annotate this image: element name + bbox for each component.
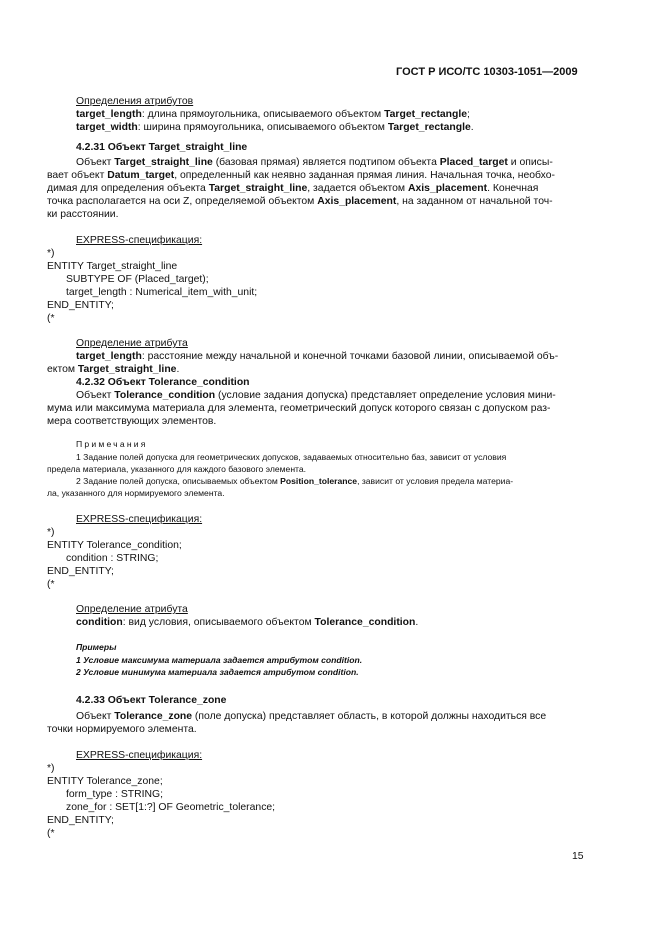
code-line: (* bbox=[47, 579, 55, 590]
code-line: END_ENTITY; bbox=[47, 566, 114, 577]
code-line: *) bbox=[47, 248, 55, 259]
paragraph-line: димая для определения объекта Target_straight_line, задается объектом Axis_placement. Конечная bbox=[47, 183, 539, 194]
paragraph-line: мера соответствующих элементов. bbox=[47, 416, 217, 427]
attr-def-title: Определение атрибута bbox=[76, 338, 188, 349]
note-line: ла, указанного для нормируемого элемента. bbox=[47, 488, 225, 498]
document-id-header: ГОСТ Р ИСО/ТС 10303-1051—2009 bbox=[396, 66, 578, 78]
code-line: (* bbox=[47, 313, 55, 324]
section-heading-4-2-31: 4.2.31 Объект Target_straight_line bbox=[76, 142, 248, 153]
paragraph-line: вает объект Datum_target, определенный как неявно заданная прямая линия. Начальная точка, необхо- bbox=[47, 170, 555, 181]
code-line: ENTITY Target_straight_line bbox=[47, 261, 178, 272]
code-line: ENTITY Tolerance_zone; bbox=[47, 776, 163, 787]
paragraph-line: condition: вид условия, описываемого объектом Tolerance_condition. bbox=[76, 617, 419, 628]
code-line: *) bbox=[47, 763, 55, 774]
express-spec-title: EXPRESS-спецификация: bbox=[76, 514, 203, 525]
paragraph-line: ектом Target_straight_line. bbox=[47, 364, 180, 375]
express-spec-title: EXPRESS-спецификация: bbox=[76, 750, 203, 761]
paragraph-line: мума или максимума материала для элемента, геометрический допуск которого связан с допуском раз- bbox=[47, 403, 551, 414]
paragraph-line: target_length: расстояние между начальной и конечной точками базовой линии, описываемой объ- bbox=[76, 351, 559, 362]
notes-title: Примечания bbox=[76, 439, 148, 449]
code-line: SUBTYPE OF (Placed_target); bbox=[66, 274, 209, 285]
code-line: END_ENTITY; bbox=[47, 300, 114, 311]
page-number: 15 bbox=[572, 851, 584, 862]
code-line: END_ENTITY; bbox=[47, 815, 114, 826]
code-line: (* bbox=[47, 828, 55, 839]
attr-def-target-length: target_length: длина прямоугольника, описываемого объектом Target_rectangle; bbox=[76, 109, 470, 120]
paragraph-line: Объект Target_straight_line (базовая прямая) является подтипом объекта Placed_target и описы- bbox=[76, 157, 553, 168]
attr-defs-title: Определения атрибутов bbox=[76, 96, 194, 107]
example-line: 2 Условие минимума материала задается атрибутом condition. bbox=[76, 667, 359, 677]
note-line: 1 Задание полей допуска для геометрических допусков, задаваемых относительно баз, зависит от условия bbox=[76, 452, 507, 462]
note-line: 2 Задание полей допуска, описываемых объектом Position_tolerance, зависит от условия предела материа- bbox=[76, 476, 514, 486]
express-spec-title: EXPRESS-спецификация: bbox=[76, 235, 203, 246]
paragraph-line: Объект Tolerance_zone (поле допуска) представляет область, в которой должны находиться все bbox=[76, 711, 547, 722]
paragraph-line: ки расстоянии. bbox=[47, 209, 119, 220]
code-line: condition : STRING; bbox=[66, 553, 159, 564]
paragraph-line: точка располагается на оси Z, определяемой объектом Axis_placement, на заданном от начальной точ- bbox=[47, 196, 553, 207]
attr-def-target-width: target_width: ширина прямоугольника, описываемого объектом Target_rectangle. bbox=[76, 122, 474, 133]
attr-def-title: Определение атрибута bbox=[76, 604, 188, 615]
section-heading-4-2-33: 4.2.33 Объект Tolerance_zone bbox=[76, 695, 227, 706]
code-line: ENTITY Tolerance_condition; bbox=[47, 540, 182, 551]
example-line: 1 Условие максимума материала задается атрибутом condition. bbox=[76, 655, 363, 665]
note-line: предела материала, указанного для каждого базового элемента. bbox=[47, 464, 307, 474]
paragraph-line: Объект Tolerance_condition (условие задания допуска) представляет определение условия мини- bbox=[76, 390, 556, 401]
code-line: target_length : Numerical_item_with_unit; bbox=[66, 287, 258, 298]
code-line: form_type : STRING; bbox=[66, 789, 164, 800]
examples-title: Примеры bbox=[76, 642, 117, 652]
paragraph-line: точки нормируемого элемента. bbox=[47, 724, 197, 735]
code-line: zone_for : SET[1:?] OF Geometric_tolerance; bbox=[66, 802, 276, 813]
section-heading-4-2-32: 4.2.32 Объект Tolerance_condition bbox=[76, 377, 250, 388]
code-line: *) bbox=[47, 527, 55, 538]
